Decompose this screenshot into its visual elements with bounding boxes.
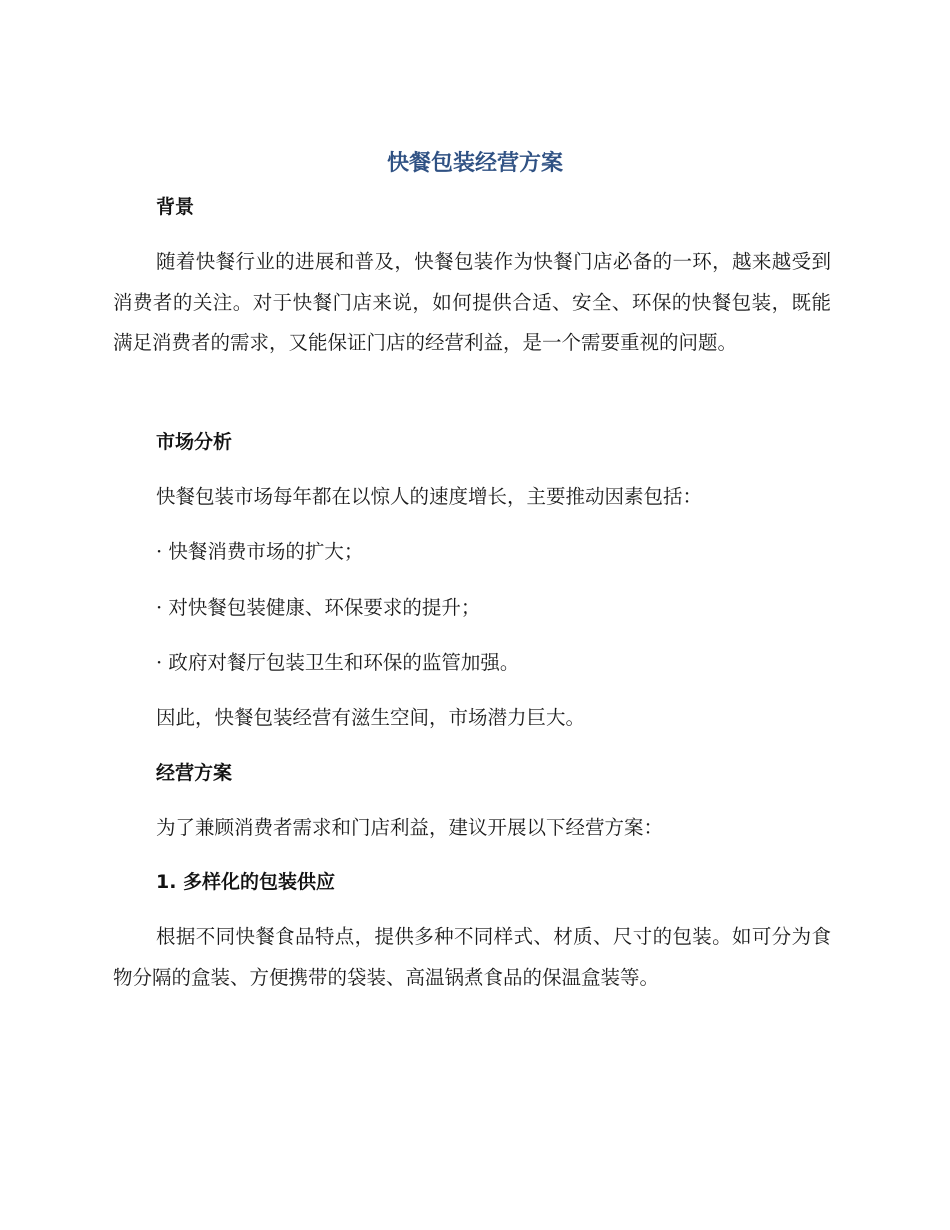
list-item: · 政府对餐厅包装卫生和环保的监管加强。: [156, 651, 520, 674]
business-plan-intro: 为了兼顾消费者需求和门店利益，建议开展以下经营方案：: [156, 816, 664, 839]
diverse-packaging-paragraph: 根据不同快餐食品特点，提供多种不同样式、材质、尺寸的包装。如可分为食物分隔的盒装、方便携带的袋装、高温锅煮食品的保温盒装等。: [113, 925, 831, 989]
market-analysis-intro: 快餐包装市场每年都在以惊人的速度增长，主要推动因素包括：: [156, 485, 703, 508]
document-title: 快餐包装经营方案: [386, 151, 563, 176]
subheading-diverse-packaging: 1. 多样化的包装供应: [156, 871, 336, 893]
list-item: · 快餐消费市场的扩大；: [156, 540, 364, 563]
section-heading-business-plan: 经营方案: [156, 762, 233, 784]
list-item: · 对快餐包装健康、环保要求的提升；: [156, 596, 481, 619]
section-heading-background: 背景: [156, 196, 195, 218]
market-analysis-conclusion: 因此，快餐包装经营有滋生空间，市场潜力巨大。: [156, 706, 586, 729]
background-paragraph: 随着快餐行业的进展和普及，快餐包装作为快餐门店必备的一环，越来越受到消费者的关注。对于快餐门店来说，如何提供合适、安全、环保的快餐包装，既能满足消费者的需求，又能保证门店的经营利益，是一个需要重视的问题。: [113, 250, 831, 354]
section-heading-market-analysis: 市场分析: [156, 431, 233, 453]
